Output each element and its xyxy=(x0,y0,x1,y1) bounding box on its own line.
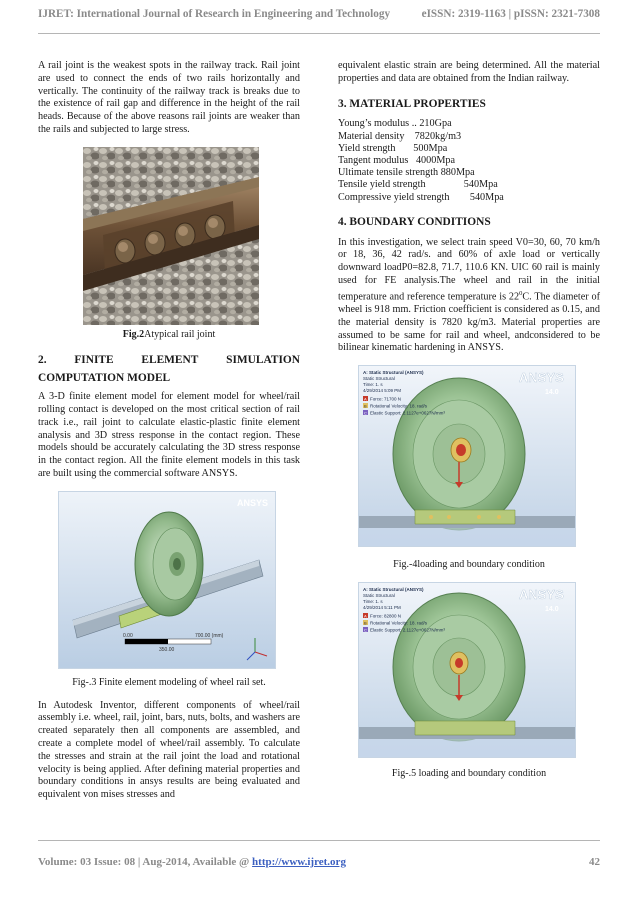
issn: eISSN: 2319-1163 | pISSN: 2321-7308 xyxy=(421,8,600,20)
section4-text-a: In this investigation, we select train speed V0=30, 60, 70 km/h or 18, 36, 42 rad/s. and 60% of axle load or vertically downward loadP0=82.8, 71.7, 110.6 KN. UIC 60 rail is mainly used for FE analysis.The wheel and rail in the initial temperature and reference temperature is 22 xyxy=(338,236,600,303)
fig2-label: Fig.2 xyxy=(122,328,145,340)
section2-paragraph: A 3-D finite element model for element model for wheel/rail rolling contact is developed on the most critical section of rail track i.e., rail joint to calculate elastic-plastic finite element analysis and 3D stress response in the contact region. These models should be accurately calculating the 3D stress response in the contact region. All the finite element models in this task are built using the commercial software ANSYS. xyxy=(38,391,300,479)
degree-superscript: 0 xyxy=(519,289,523,297)
fig5-title: A: Static Structural (ANSYS) xyxy=(363,586,424,592)
prop-youngs-modulus: Young’s modulus .. 210Gpa xyxy=(338,118,452,130)
fig5-caption: Fig-.5 loading and boundary condition xyxy=(391,767,547,779)
prop-tensile-yield: Tensile yield strength 540Mpa xyxy=(338,179,498,191)
fig4-caption xyxy=(338,559,600,572)
continued-paragraph: equivalent elastic strain are being determined. All the material properties and data are obtained from the Indian railway. xyxy=(338,60,600,84)
fig4-legend-c: Elastic Support: 2.1127e+0627N/mm³ xyxy=(370,410,445,416)
ansys-version-fig5: 14.0 xyxy=(545,605,559,613)
fig2-text: Atypical rail joint xyxy=(144,328,216,340)
section4-text-b: C. The diameter of wheel is 918 mm. Friction coefficient is considered as 0.15, and the material density is 7820 kg/m3. Material properties are assumed to be same for rail and wheel, andconsidered to be bilinear kinematic hardening in ANSYS. xyxy=(338,291,600,354)
fig5-legend-a: Force: 82800 N xyxy=(370,613,402,619)
fig4-title: A: Static Structural (ANSYS) xyxy=(363,370,424,376)
section2-word-1: FINITE xyxy=(74,353,114,366)
fig3-scale-mid: 350.00 xyxy=(159,646,175,653)
prop-material-density: Material density 7820kg/m3 xyxy=(338,130,462,142)
section3-heading: 3. MATERIAL PROPERTIES xyxy=(338,97,486,110)
journal-link[interactable]: http://www.ijret.org xyxy=(252,856,346,868)
fig3-scale-right: 700.00 (mm) xyxy=(195,632,224,639)
footer-rule xyxy=(38,840,600,841)
page-footer xyxy=(38,856,600,868)
header-rule xyxy=(38,33,600,34)
prop-ultimate-tensile: Ultimate tensile strength 880Mpa xyxy=(338,167,475,179)
section4-paragraph xyxy=(338,237,600,356)
section4-heading: 4. BOUNDARY CONDITIONS xyxy=(338,215,491,228)
fig3-scale-left: 0.00 xyxy=(123,632,133,639)
fig4-legend-a: Force: 71700 N xyxy=(370,396,402,402)
page-number: 42 xyxy=(589,856,600,868)
fig5-tag-c: C xyxy=(364,627,367,633)
section2-word-2: ELEMENT xyxy=(141,353,199,366)
prop-compressive-yield: Compressive yield strength 540Mpa xyxy=(338,191,504,203)
section2-number: 2. xyxy=(38,353,47,366)
fig5-line1: Static Structural xyxy=(363,592,395,598)
fig4-line2: Time: 1. s xyxy=(363,382,383,388)
ansys-logo-fig3: ANSYS xyxy=(237,497,269,508)
footer-volume-text: Volume: 03 Issue: 08 | Aug-2014, Available @ xyxy=(38,856,253,868)
intro-paragraph: A rail joint is the weakest spots in the railway track. Rail joint are used to connect the ends of two rails horizontally and vertically. The continuity of the railway track is breaks due to the existence of rail gap and difference in the height of the rail heads. Because of the above reasons rail joints are weaker than the rails and subjected to large stress. xyxy=(38,60,300,135)
fig5-line3: 4/29/2014 5:11 PM xyxy=(363,604,401,610)
prop-yield-strength: Yield strength 500Mpa xyxy=(338,142,448,154)
fig5-tag-b: B xyxy=(364,620,367,626)
section2-word-3: SIMULATION xyxy=(226,353,300,366)
inventor-paragraph: In Autodesk Inventor, different components of wheel/rail assembly i.e. wheel, rail, joint, bars, nuts, bolts, and washers are created separately then all components are assembled, and create a complete model of wheel/rail assembly. To calculate the stresses and strain at the rail joint the load and rotational velocity is being applied. After defining material properties and boundary conditions in ansys results are being evaluated and equivalent von mises stresses and xyxy=(38,699,300,801)
fig5-legend-b: Rotational Velocity: 18. rad/s xyxy=(370,620,428,626)
journal-name: IJRET: International Journal of Research in Engineering and Technology xyxy=(38,8,391,20)
wheel-rail-model-figure xyxy=(58,491,276,669)
page-header xyxy=(38,8,600,32)
fig4-legend-b: Rotational Velocity: 18. rad/s xyxy=(370,403,428,409)
fig2-caption xyxy=(38,329,300,342)
fig4-line3: 4/29/2014 5:09 PM xyxy=(363,388,402,394)
material-properties-list xyxy=(338,118,600,203)
section2-heading-line2: COMPUTATION MODEL xyxy=(38,372,171,385)
fig5-line2: Time: 1. s xyxy=(363,598,383,604)
ansys-logo-fig4: ANSYS xyxy=(519,370,564,386)
fig4-tag-b: B xyxy=(364,403,367,409)
ansys-logo-fig5: ANSYS xyxy=(519,586,564,602)
left-column xyxy=(38,60,300,808)
rail-joint-photo xyxy=(83,147,259,325)
right-column xyxy=(338,60,600,791)
prop-tangent-modulus: Tangent modulus 4000Mpa xyxy=(338,155,455,166)
fig4-tag-c: C xyxy=(364,410,367,416)
fig5-legend-c: Elastic Support: 2.1127e+0627N/mm³ xyxy=(370,627,445,633)
ansys-figure-4 xyxy=(358,365,576,547)
fig4-caption-text: Fig.-4loading and boundary condition xyxy=(393,559,545,571)
section2-heading xyxy=(38,354,300,367)
footer-volume xyxy=(38,856,346,868)
ansys-version-fig4: 14.0 xyxy=(545,389,559,397)
fig4-line1: Static Structural xyxy=(363,376,395,382)
ansys-figure-5 xyxy=(358,582,576,758)
fig4-tag-a: A xyxy=(364,396,367,402)
fig5-tag-a: A xyxy=(364,613,367,619)
fig3-caption: Fig-.3 Finite element modeling of wheel rail set. xyxy=(72,676,266,688)
